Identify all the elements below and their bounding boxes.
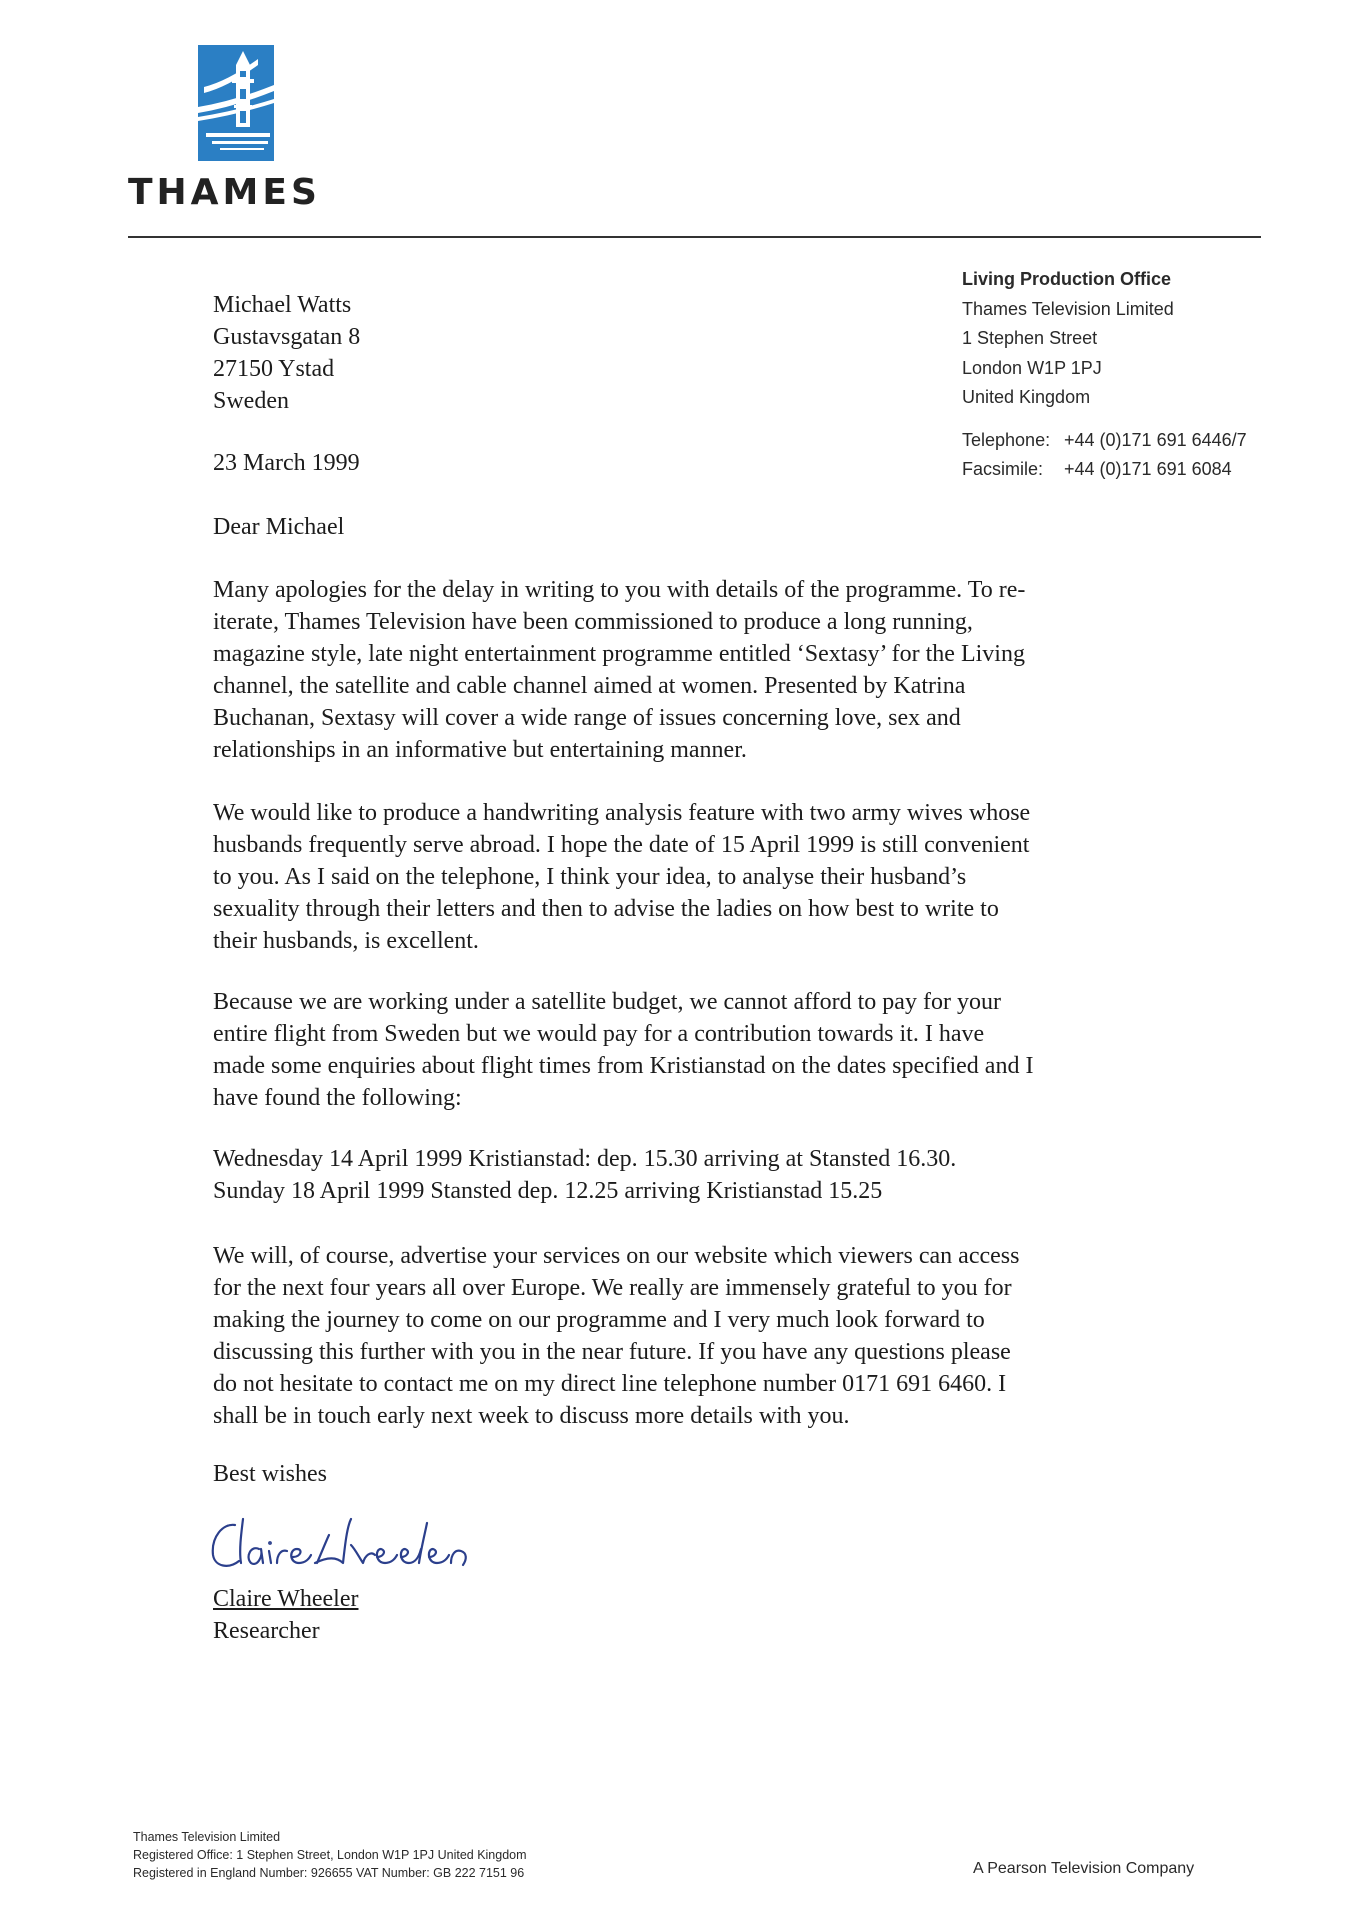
paragraph-line: iterate, Thames Television have been commissioned to produce a long running, bbox=[213, 609, 973, 635]
footer-line: Registered in England Number: 926655 VAT Number: GB 222 7151 96 bbox=[133, 1866, 525, 1880]
letter-date: 23 March 1999 bbox=[213, 450, 360, 476]
paragraph-line: Because we are working under a satellite budget, we cannot afford to pay for your bbox=[213, 989, 1001, 1015]
office-address bbox=[962, 265, 1174, 413]
paragraph-line: We would like to produce a handwriting analysis feature with two army wives whose bbox=[213, 800, 1031, 826]
footer-line: Registered Office: 1 Stephen Street, London W1P 1PJ United Kingdom bbox=[133, 1848, 527, 1862]
telephone-row bbox=[962, 426, 1247, 455]
paragraph-line: shall be in touch early next week to discuss more details with you. bbox=[213, 1403, 850, 1429]
body-paragraph bbox=[213, 986, 1273, 1114]
paragraph-line: making the journey to come on our programme and I very much look forward to bbox=[213, 1307, 985, 1333]
fax-label: Facsimile: bbox=[962, 459, 1044, 479]
footer-line: Thames Television Limited bbox=[133, 1830, 281, 1844]
signer-block bbox=[213, 1583, 358, 1647]
office-line: London W1P 1PJ bbox=[962, 357, 1102, 378]
brand-name: THAMES bbox=[128, 172, 321, 213]
paragraph-line: husbands frequently serve abroad. I hope the date of 15 April 1999 is still convenient bbox=[213, 832, 1030, 858]
flight-line: Wednesday 14 April 1999 Kristianstad: dep. 15.30 arriving at Stansted 16.30. bbox=[213, 1146, 957, 1172]
paragraph-line: channel, the satellite and cable channel aimed at women. Presented by Katrina bbox=[213, 673, 966, 699]
flight-line: Sunday 18 April 1999 Stansted dep. 12.25 arriving Kristianstad 15.25 bbox=[213, 1178, 883, 1204]
parent-company: A Pearson Television Company bbox=[973, 1860, 1195, 1877]
recipient-line: Michael Watts bbox=[213, 292, 352, 318]
telephone-label: Telephone: bbox=[962, 430, 1051, 450]
fax-row bbox=[962, 455, 1247, 484]
paragraph-line: Buchanan, Sextasy will cover a wide range of issues concerning love, sex and bbox=[213, 705, 961, 731]
handwritten-signature bbox=[205, 1505, 475, 1577]
paragraph-line: Many apologies for the delay in writing to you with details of the programme. To re- bbox=[213, 577, 1026, 603]
paragraph-line: to you. As I said on the telephone, I think your idea, to analyse their husband’s bbox=[213, 864, 967, 890]
paragraph-line: made some enquiries about flight times from Kristianstad on the dates specified and I bbox=[213, 1053, 1034, 1079]
body-paragraph bbox=[213, 1240, 1273, 1432]
signer-name: Claire Wheeler bbox=[213, 1586, 359, 1612]
paragraph-line: sexuality through their letters and then to advise the ladies on how best to write to bbox=[213, 896, 999, 922]
recipient-line: 27150 Ystad bbox=[213, 356, 335, 382]
office-line: Thames Television Limited bbox=[962, 298, 1174, 319]
paragraph-line: have found the following: bbox=[213, 1085, 462, 1111]
flight-details bbox=[213, 1143, 1273, 1207]
thames-bridge-logo-icon bbox=[198, 45, 274, 161]
header-divider bbox=[128, 236, 1261, 238]
fax-number: +44 (0)171 691 6084 bbox=[1064, 459, 1232, 479]
paragraph-line: their husbands, is excellent. bbox=[213, 928, 479, 954]
paragraph-line: We will, of course, advertise your services on our website which viewers can access bbox=[213, 1243, 1020, 1269]
recipient-line: Gustavsgatan 8 bbox=[213, 324, 361, 350]
footer-registration bbox=[133, 1828, 527, 1882]
paragraph-line: entire flight from Sweden but we would pay for a contribution towards it. I have bbox=[213, 1021, 985, 1047]
office-title: Living Production Office bbox=[962, 269, 1172, 289]
office-line: United Kingdom bbox=[962, 387, 1091, 407]
paragraph-line: do not hesitate to contact me on my direct line telephone number 0171 691 6460. I bbox=[213, 1371, 1007, 1397]
closing: Best wishes bbox=[213, 1461, 327, 1487]
recipient-line: Sweden bbox=[213, 388, 289, 414]
body-paragraph bbox=[213, 574, 1273, 766]
body-paragraph bbox=[213, 797, 1273, 957]
paragraph-line: relationships in an informative but entertaining manner. bbox=[213, 737, 747, 763]
office-line: 1 Stephen Street bbox=[962, 328, 1098, 348]
paragraph-line: discussing this further with you in the near future. If you have any questions please bbox=[213, 1339, 1011, 1365]
paragraph-line: magazine style, late night entertainment programme entitled ‘Sextasy’ for the Living bbox=[213, 641, 1025, 667]
paragraph-line: for the next four years all over Europe. We really are immensely grateful to you for bbox=[213, 1275, 1012, 1301]
telephone-number: +44 (0)171 691 6446/7 bbox=[1064, 430, 1247, 450]
signer-title: Researcher bbox=[213, 1618, 320, 1644]
salutation: Dear Michael bbox=[213, 514, 345, 540]
recipient-address bbox=[213, 289, 360, 417]
office-contact bbox=[962, 426, 1247, 484]
